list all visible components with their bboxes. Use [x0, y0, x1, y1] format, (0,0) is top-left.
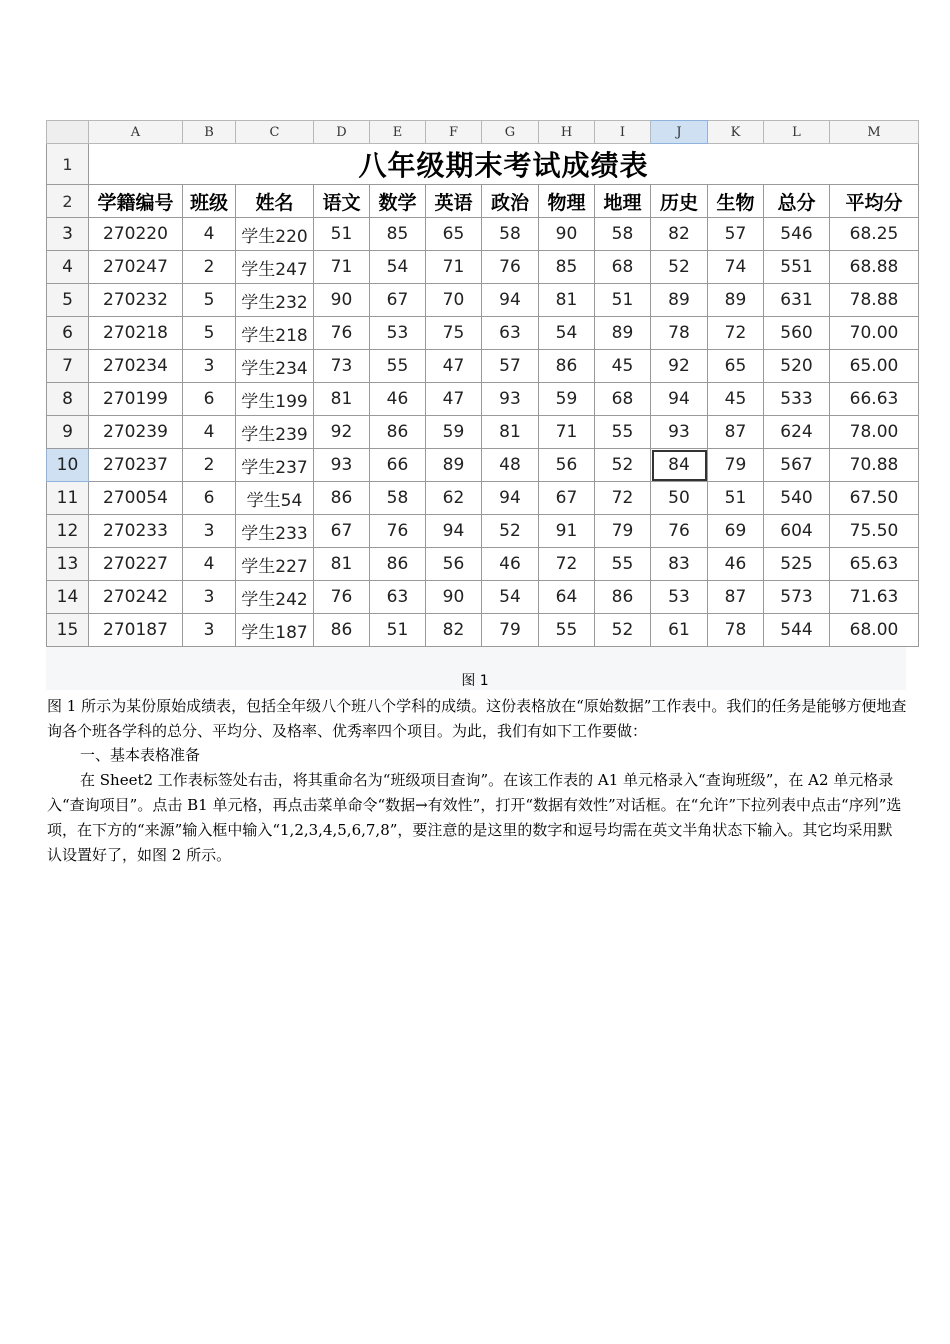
data-cell[interactable]: 83	[651, 548, 708, 581]
data-cell[interactable]: 学生247	[236, 251, 314, 284]
data-cell[interactable]: 87	[708, 581, 764, 614]
table-row	[47, 548, 919, 581]
data-cell[interactable]: 71	[426, 251, 482, 284]
data-cell[interactable]: 89	[426, 449, 482, 482]
table-row	[47, 383, 919, 416]
data-cell[interactable]: 76	[370, 515, 426, 548]
row-header[interactable]: 14	[47, 581, 89, 614]
data-cell[interactable]: 53	[651, 581, 708, 614]
data-cell[interactable]: 270199	[89, 383, 183, 416]
table-row	[47, 581, 919, 614]
header-cell[interactable]: 政治	[482, 185, 539, 218]
data-cell[interactable]: 学生232	[236, 284, 314, 317]
row-header[interactable]: 15	[47, 614, 89, 647]
data-cell[interactable]: 631	[764, 284, 830, 317]
data-cell[interactable]: 76	[314, 317, 370, 350]
data-cell[interactable]: 94	[482, 482, 539, 515]
header-cell[interactable]: 姓名	[236, 185, 314, 218]
data-cell[interactable]: 学生218	[236, 317, 314, 350]
data-cell[interactable]: 学生242	[236, 581, 314, 614]
data-cell[interactable]: 68	[595, 251, 651, 284]
data-cell[interactable]: 270239	[89, 416, 183, 449]
data-cell[interactable]: 76	[651, 515, 708, 548]
row-header[interactable]: 8	[47, 383, 89, 416]
row-header[interactable]: 5	[47, 284, 89, 317]
data-cell[interactable]: 91	[539, 515, 595, 548]
data-cell[interactable]: 55	[539, 614, 595, 647]
header-cell[interactable]: 语文	[314, 185, 370, 218]
column-header-h[interactable]: H	[539, 121, 595, 144]
data-cell[interactable]: 71	[539, 416, 595, 449]
data-cell[interactable]: 46	[708, 548, 764, 581]
data-cell[interactable]: 66	[370, 449, 426, 482]
data-cell[interactable]: 67	[539, 482, 595, 515]
data-cell[interactable]: 270237	[89, 449, 183, 482]
header-cell[interactable]: 生物	[708, 185, 764, 218]
row-header[interactable]: 3	[47, 218, 89, 251]
data-cell[interactable]: 47	[426, 350, 482, 383]
data-cell[interactable]: 66.63	[830, 383, 919, 416]
data-cell[interactable]: 56	[426, 548, 482, 581]
data-cell[interactable]: 57	[482, 350, 539, 383]
column-header-e[interactable]: E	[370, 121, 426, 144]
data-cell[interactable]: 53	[370, 317, 426, 350]
data-cell[interactable]: 63	[482, 317, 539, 350]
data-cell[interactable]: 544	[764, 614, 830, 647]
data-cell[interactable]: 3	[183, 350, 236, 383]
data-cell[interactable]: 92	[651, 350, 708, 383]
column-header-c[interactable]: C	[236, 121, 314, 144]
data-cell[interactable]: 65	[708, 350, 764, 383]
data-cell[interactable]: 94	[426, 515, 482, 548]
header-cell[interactable]: 地理	[595, 185, 651, 218]
data-cell[interactable]: 546	[764, 218, 830, 251]
data-cell[interactable]: 90	[539, 218, 595, 251]
data-cell[interactable]: 573	[764, 581, 830, 614]
data-cell[interactable]: 58	[595, 218, 651, 251]
data-cell[interactable]: 89	[708, 284, 764, 317]
data-cell[interactable]: 75.50	[830, 515, 919, 548]
data-cell[interactable]: 45	[595, 350, 651, 383]
data-cell[interactable]: 51	[370, 614, 426, 647]
data-cell[interactable]: 76	[482, 251, 539, 284]
data-cell[interactable]: 540	[764, 482, 830, 515]
data-cell[interactable]: 567	[764, 449, 830, 482]
data-cell[interactable]: 71	[314, 251, 370, 284]
column-header-b[interactable]: B	[183, 121, 236, 144]
data-cell[interactable]: 270242	[89, 581, 183, 614]
row-header[interactable]: 1	[47, 144, 89, 185]
header-cell[interactable]: 数学	[370, 185, 426, 218]
column-header-l[interactable]: L	[764, 121, 830, 144]
data-cell[interactable]: 624	[764, 416, 830, 449]
header-cell[interactable]: 平均分	[830, 185, 919, 218]
data-cell[interactable]: 68.00	[830, 614, 919, 647]
data-cell[interactable]: 4	[183, 416, 236, 449]
data-cell[interactable]: 学生234	[236, 350, 314, 383]
data-cell[interactable]: 55	[370, 350, 426, 383]
data-cell[interactable]: 47	[426, 383, 482, 416]
title-row	[47, 144, 919, 185]
active-cell[interactable]: 84	[651, 449, 708, 482]
data-cell[interactable]: 6	[183, 383, 236, 416]
data-cell[interactable]: 81	[314, 383, 370, 416]
data-cell[interactable]: 79	[482, 614, 539, 647]
data-cell[interactable]: 62	[426, 482, 482, 515]
data-cell[interactable]: 93	[651, 416, 708, 449]
data-cell[interactable]: 81	[482, 416, 539, 449]
data-cell[interactable]: 67	[314, 515, 370, 548]
header-cell[interactable]: 历史	[651, 185, 708, 218]
column-header-j[interactable]: J	[651, 121, 708, 144]
data-cell[interactable]: 560	[764, 317, 830, 350]
row-header[interactable]: 7	[47, 350, 89, 383]
data-cell[interactable]: 3	[183, 515, 236, 548]
field-header-row	[47, 185, 919, 218]
data-cell[interactable]: 学生227	[236, 548, 314, 581]
row-header[interactable]: 11	[47, 482, 89, 515]
data-cell[interactable]: 78	[651, 317, 708, 350]
data-cell[interactable]: 79	[708, 449, 764, 482]
data-cell[interactable]: 604	[764, 515, 830, 548]
data-cell[interactable]: 69	[708, 515, 764, 548]
row-header[interactable]: 6	[47, 317, 89, 350]
data-cell[interactable]: 65.00	[830, 350, 919, 383]
data-cell[interactable]: 63	[370, 581, 426, 614]
table-row	[47, 449, 919, 482]
spreadsheet-screenshot	[46, 120, 918, 647]
intro-paragraph: 图 1 所示为某份原始成绩表，包括全年级八个班八个学科的成绩。这份表格放在“原始数据”工作表中。我们的任务是能够方便地查询各个班各学科的总分、平均分、及格率、优秀率四个项目。为此，我们有如下工作要做：	[47, 697, 907, 740]
column-header-g[interactable]: G	[482, 121, 539, 144]
data-cell[interactable]: 94	[482, 284, 539, 317]
data-cell[interactable]: 86	[370, 416, 426, 449]
data-cell[interactable]: 70.00	[830, 317, 919, 350]
table-row	[47, 218, 919, 251]
table-row	[47, 317, 919, 350]
data-cell[interactable]: 90	[426, 581, 482, 614]
data-cell[interactable]: 52	[482, 515, 539, 548]
data-cell[interactable]: 86	[314, 482, 370, 515]
data-cell[interactable]: 270234	[89, 350, 183, 383]
data-cell[interactable]: 58	[482, 218, 539, 251]
data-cell[interactable]: 65	[426, 218, 482, 251]
data-cell[interactable]: 520	[764, 350, 830, 383]
data-cell[interactable]: 72	[595, 482, 651, 515]
data-cell[interactable]: 270054	[89, 482, 183, 515]
data-cell[interactable]: 65.63	[830, 548, 919, 581]
data-cell[interactable]: 79	[595, 515, 651, 548]
data-cell[interactable]: 75	[426, 317, 482, 350]
data-cell[interactable]: 68	[595, 383, 651, 416]
table-row	[47, 350, 919, 383]
data-cell[interactable]: 86	[314, 614, 370, 647]
data-cell[interactable]: 48	[482, 449, 539, 482]
data-cell[interactable]: 58	[370, 482, 426, 515]
data-cell[interactable]: 72	[539, 548, 595, 581]
table-row	[47, 515, 919, 548]
data-cell[interactable]: 55	[595, 416, 651, 449]
data-cell[interactable]: 94	[651, 383, 708, 416]
row-header[interactable]: 12	[47, 515, 89, 548]
row-header[interactable]: 13	[47, 548, 89, 581]
data-cell[interactable]: 2	[183, 251, 236, 284]
data-cell[interactable]: 64	[539, 581, 595, 614]
data-cell[interactable]: 67	[370, 284, 426, 317]
data-cell[interactable]: 81	[314, 548, 370, 581]
data-cell[interactable]: 533	[764, 383, 830, 416]
data-cell[interactable]: 68.88	[830, 251, 919, 284]
data-cell[interactable]: 89	[651, 284, 708, 317]
data-cell[interactable]: 82	[651, 218, 708, 251]
row-header[interactable]: 2	[47, 185, 89, 218]
data-cell[interactable]: 270227	[89, 548, 183, 581]
header-cell[interactable]: 英语	[426, 185, 482, 218]
data-cell[interactable]: 76	[314, 581, 370, 614]
column-header-i[interactable]: I	[595, 121, 651, 144]
data-cell[interactable]: 51	[314, 218, 370, 251]
data-cell[interactable]: 57	[708, 218, 764, 251]
data-cell[interactable]: 270232	[89, 284, 183, 317]
data-cell[interactable]: 67.50	[830, 482, 919, 515]
data-cell[interactable]: 学生187	[236, 614, 314, 647]
table-row	[47, 482, 919, 515]
column-header-m[interactable]: M	[830, 121, 919, 144]
data-cell[interactable]: 45	[708, 383, 764, 416]
data-cell[interactable]: 551	[764, 251, 830, 284]
data-cell[interactable]: 52	[651, 251, 708, 284]
row-header[interactable]: 9	[47, 416, 89, 449]
data-cell[interactable]: 525	[764, 548, 830, 581]
data-cell[interactable]: 86	[539, 350, 595, 383]
data-cell[interactable]: 46	[370, 383, 426, 416]
data-cell[interactable]: 4	[183, 548, 236, 581]
data-cell[interactable]: 59	[426, 416, 482, 449]
data-cell[interactable]: 50	[651, 482, 708, 515]
data-cell[interactable]: 52	[595, 614, 651, 647]
row-header[interactable]: 4	[47, 251, 89, 284]
data-cell[interactable]: 90	[314, 284, 370, 317]
instruction-paragraph: 在 Sheet2 工作表标签处右击，将其重命名为“班级项目查询”。在该工作表的 A1 单元格录入“查询班级”，在 A2 单元格录入“查询项目”。点击 B1 单元格，再点击菜单命令“数据→有效性”，打开“数据有效性”对话框。在“允许”下拉列表中点击“序列”选项，在下方的“来源”输入框中输入“1,2,3,4,5,6,7,8”，要注意的是这里的数字和逗号均需在英文半角状态下输入。其它均采用默认设置好了，如图 2 所示。	[47, 771, 902, 864]
data-cell[interactable]: 86	[595, 581, 651, 614]
data-cell[interactable]: 52	[595, 449, 651, 482]
column-header-f[interactable]: F	[426, 121, 482, 144]
table-row	[47, 251, 919, 284]
data-cell[interactable]: 学生220	[236, 218, 314, 251]
table-row	[47, 284, 919, 317]
data-cell[interactable]: 学生54	[236, 482, 314, 515]
data-cell[interactable]: 73	[314, 350, 370, 383]
data-cell[interactable]: 学生199	[236, 383, 314, 416]
data-cell[interactable]: 54	[539, 317, 595, 350]
data-cell[interactable]: 86	[370, 548, 426, 581]
table-title[interactable]: 八年级期末考试成绩表	[89, 144, 919, 185]
table-row	[47, 614, 919, 647]
data-cell[interactable]: 78.88	[830, 284, 919, 317]
data-cell[interactable]: 5	[183, 317, 236, 350]
data-cell[interactable]: 270233	[89, 515, 183, 548]
figure-caption: 图 1	[461, 673, 489, 689]
data-cell[interactable]: 78	[708, 614, 764, 647]
data-cell[interactable]: 81	[539, 284, 595, 317]
data-cell[interactable]: 82	[426, 614, 482, 647]
row-header[interactable]: 10	[47, 449, 89, 482]
data-cell[interactable]: 2	[183, 449, 236, 482]
data-cell[interactable]: 270247	[89, 251, 183, 284]
data-cell[interactable]: 87	[708, 416, 764, 449]
data-cell[interactable]: 3	[183, 581, 236, 614]
data-cell[interactable]: 54	[370, 251, 426, 284]
header-cell[interactable]: 总分	[764, 185, 830, 218]
table-row	[47, 416, 919, 449]
data-cell[interactable]: 学生233	[236, 515, 314, 548]
data-cell[interactable]: 51	[595, 284, 651, 317]
data-cell[interactable]: 学生237	[236, 449, 314, 482]
data-cell[interactable]: 6	[183, 482, 236, 515]
data-cell[interactable]: 5	[183, 284, 236, 317]
data-cell[interactable]: 学生239	[236, 416, 314, 449]
data-cell[interactable]: 71.63	[830, 581, 919, 614]
column-header-k[interactable]: K	[708, 121, 764, 144]
data-cell[interactable]: 59	[539, 383, 595, 416]
column-header-row	[47, 121, 919, 144]
header-cell[interactable]: 班级	[183, 185, 236, 218]
data-cell[interactable]: 4	[183, 218, 236, 251]
data-cell[interactable]: 70.88	[830, 449, 919, 482]
section-heading: 一、基本表格准备	[80, 746, 201, 764]
score-table	[46, 120, 919, 647]
data-cell[interactable]: 54	[482, 581, 539, 614]
data-cell[interactable]: 270220	[89, 218, 183, 251]
data-cell[interactable]: 61	[651, 614, 708, 647]
data-cell[interactable]: 68.25	[830, 218, 919, 251]
data-cell[interactable]: 46	[482, 548, 539, 581]
data-cell[interactable]: 3	[183, 614, 236, 647]
data-cell[interactable]: 85	[539, 251, 595, 284]
header-cell[interactable]: 学籍编号	[89, 185, 183, 218]
column-header-a[interactable]: A	[89, 121, 183, 144]
header-cell[interactable]: 物理	[539, 185, 595, 218]
data-cell[interactable]: 56	[539, 449, 595, 482]
data-cell[interactable]: 93	[482, 383, 539, 416]
data-cell[interactable]: 51	[708, 482, 764, 515]
data-cell[interactable]: 55	[595, 548, 651, 581]
data-cell[interactable]: 93	[314, 449, 370, 482]
column-header-d[interactable]: D	[314, 121, 370, 144]
select-all-corner[interactable]	[47, 121, 89, 144]
data-cell[interactable]: 92	[314, 416, 370, 449]
data-cell[interactable]: 70	[426, 284, 482, 317]
data-cell[interactable]: 89	[595, 317, 651, 350]
data-cell[interactable]: 85	[370, 218, 426, 251]
data-cell[interactable]: 270187	[89, 614, 183, 647]
data-cell[interactable]: 270218	[89, 317, 183, 350]
data-cell[interactable]: 78.00	[830, 416, 919, 449]
data-cell[interactable]: 72	[708, 317, 764, 350]
data-cell[interactable]: 74	[708, 251, 764, 284]
